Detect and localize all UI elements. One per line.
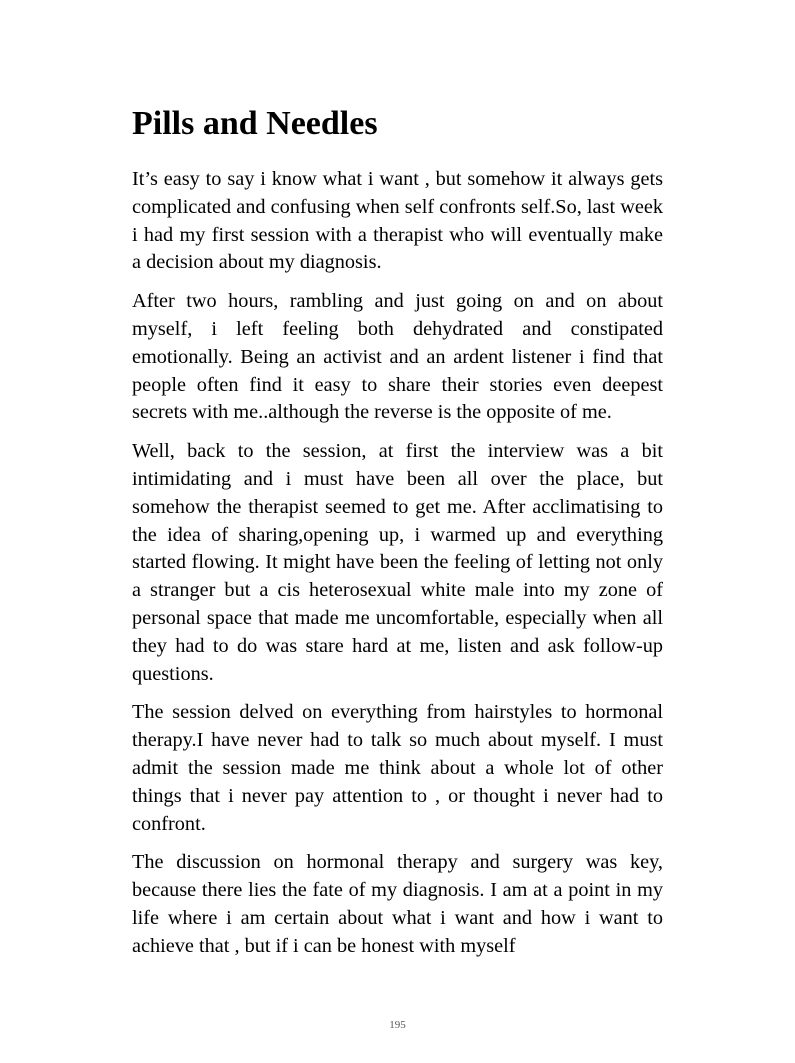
paragraph-4: The session delved on everything from hairstyles to hormonal therapy.I have never had to talk so much about myself. I must admit the session made me think about a whole lot of other things that i never pay attention to , or thought i never had to confront. (132, 701, 663, 835)
chapter-title: Pills and Needles (132, 105, 378, 142)
paragraph-1: It’s easy to say i know what i want , but somehow it always gets complicated and confusing when self confronts self.So, last week i had my first session with a therapist who will eventually make a decision about my diagnosis. (132, 168, 663, 274)
page-body (132, 100, 663, 972)
paragraph-5: The discussion on hormonal therapy and surgery was key, because there lies the fate of my diagnosis. I am at a point in my life where i am certain about what i want and how i want to achieve that , but if i can be honest with myself (132, 851, 663, 957)
page-number: 195 (389, 1019, 406, 1031)
paragraph-3: Well, back to the session, at first the interview was a bit intimidating and i must have been all over the place, but somehow the therapist seemed to get me. After acclimatising to the idea of sharing,opening up, i warmed up and everything started flowing. It might have been the feeling of letting not only a stranger but a cis heterosexual white male into my zone of personal space that made me uncomfortable, especially when all they had to do was stare hard at me, listen and ask follow-up questions. (132, 440, 663, 685)
paragraph-2: After two hours, rambling and just going on and on about myself, i left feeling both dehydrated and constipated emotionally. Being an activist and an ardent listener i find that people often find it easy to share their stories even deepest secrets with me..although the reverse is the opposite of me. (132, 290, 663, 424)
